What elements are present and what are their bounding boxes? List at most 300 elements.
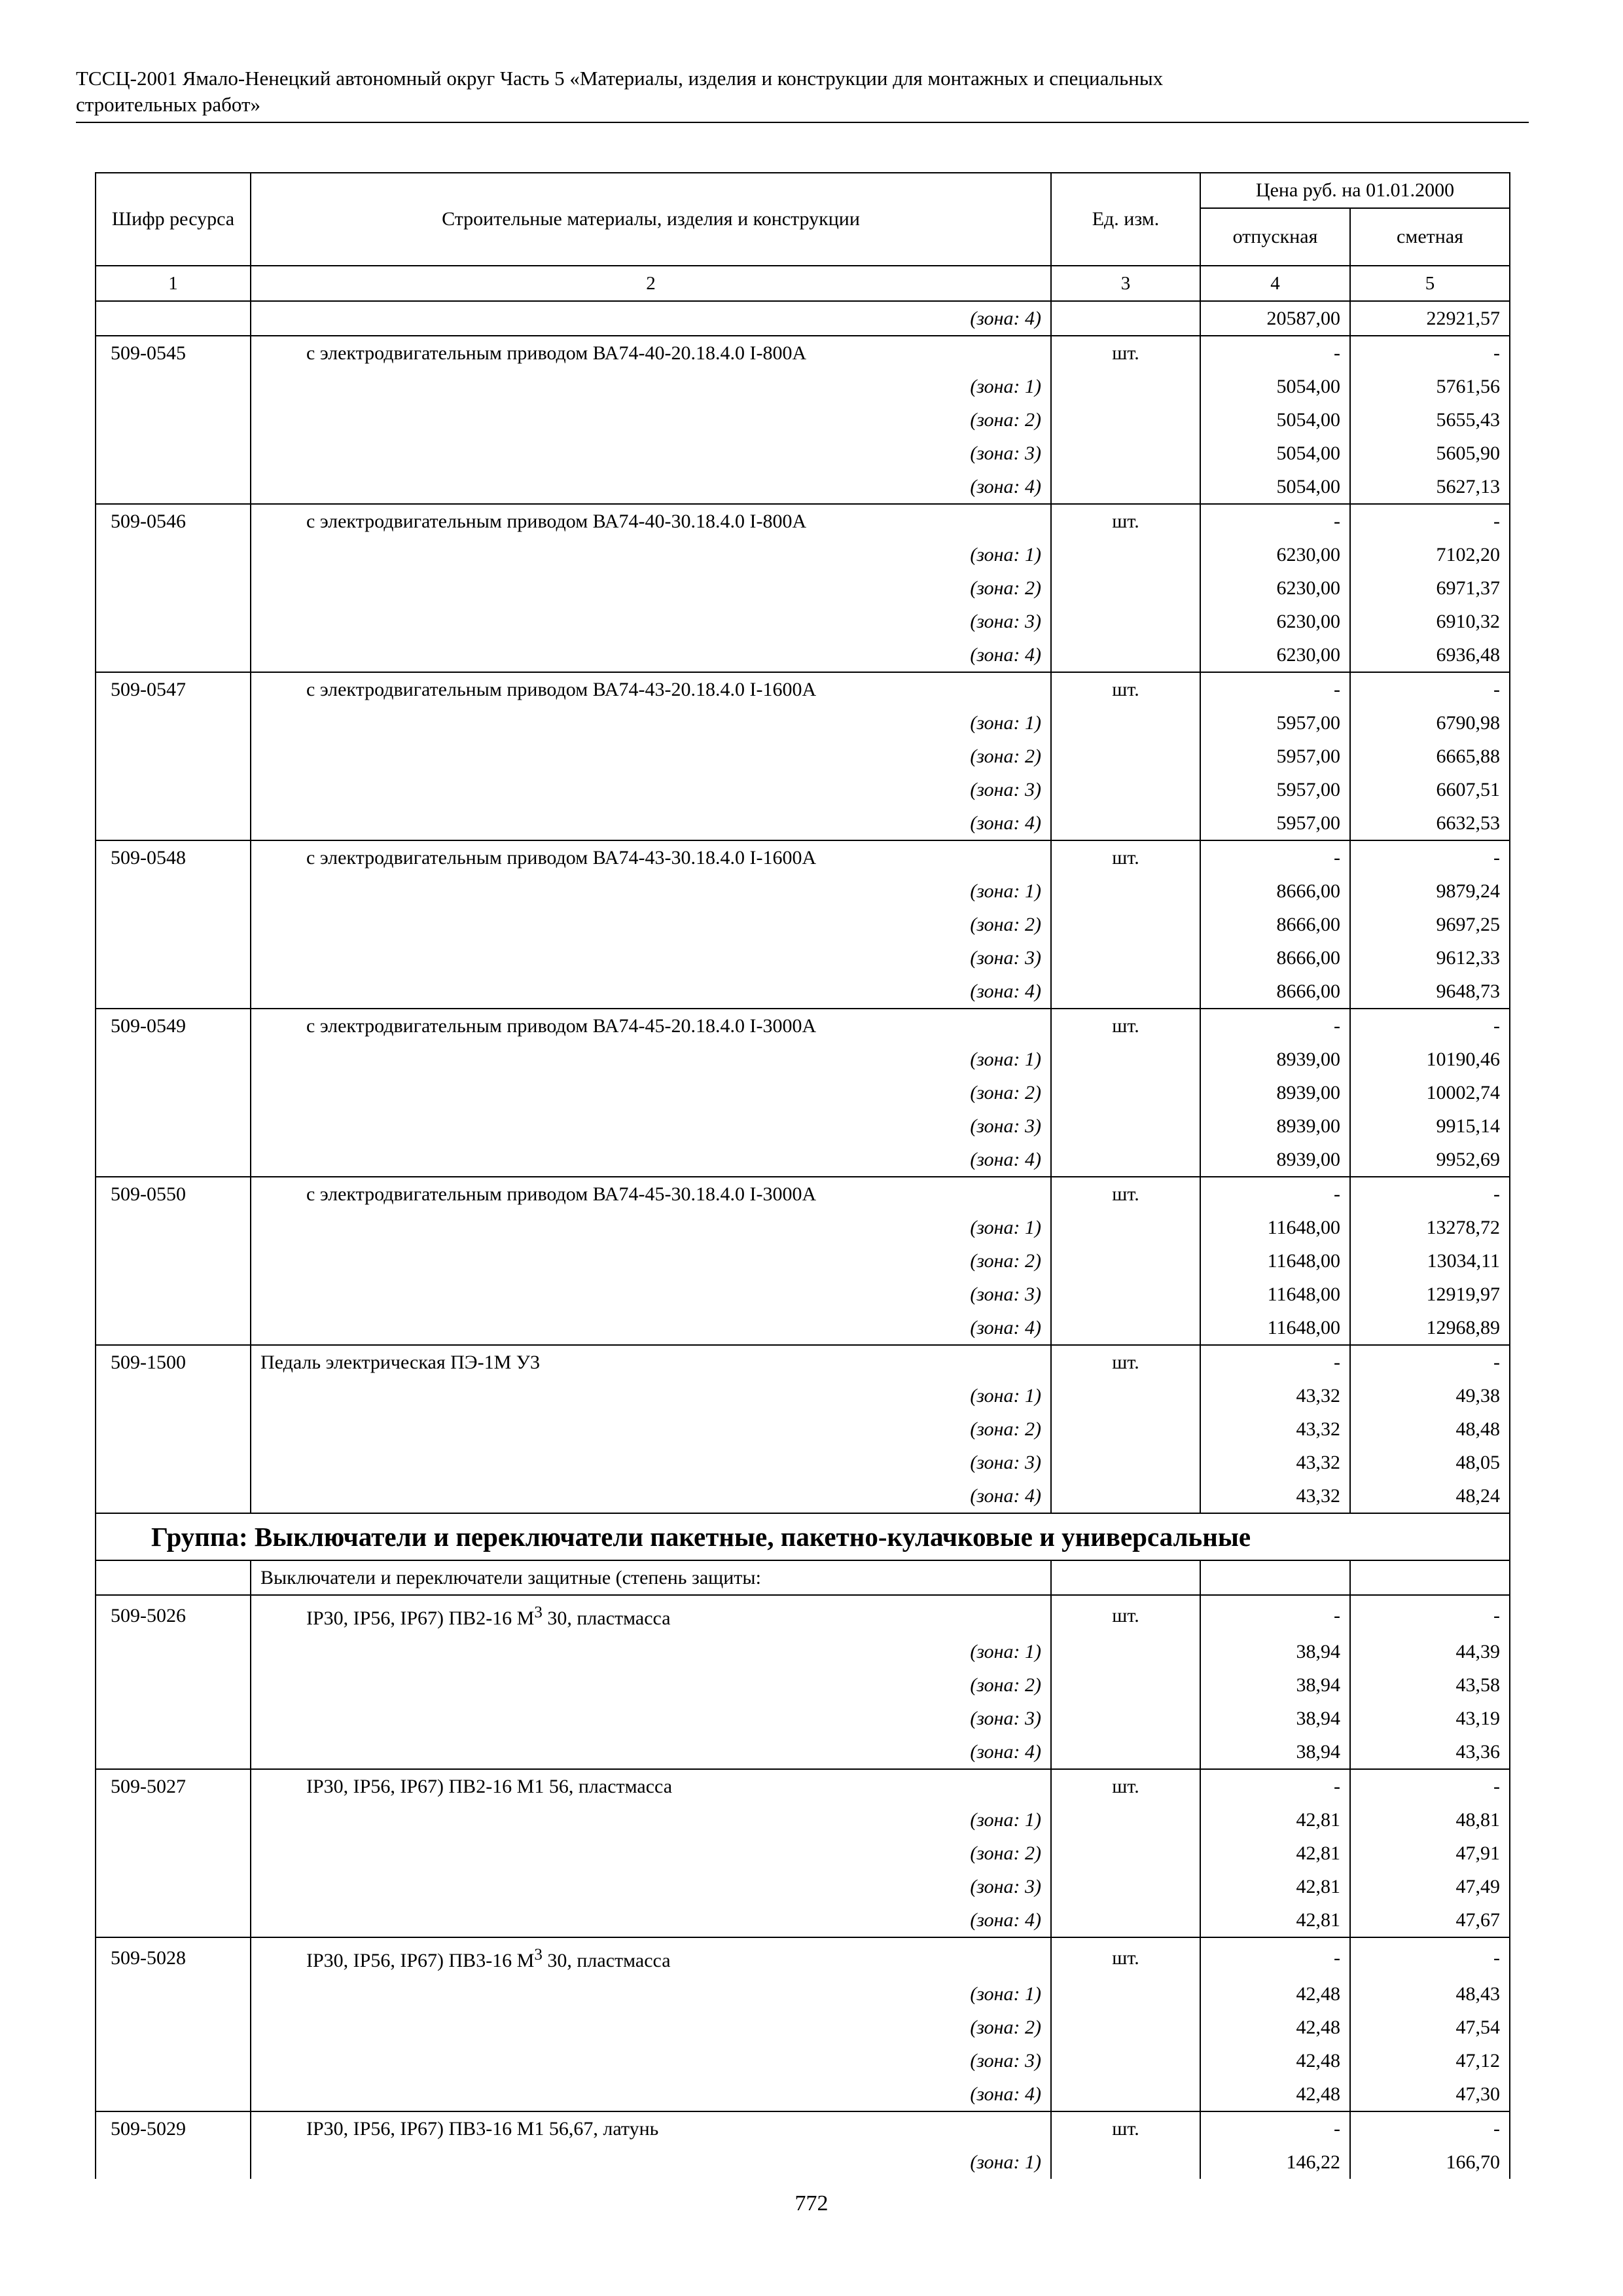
- release-price: 6230,00: [1200, 571, 1350, 605]
- zone-label: (зона: 3): [251, 1702, 1051, 1735]
- estimate-price: 6607,51: [1350, 773, 1510, 806]
- table-row: [96, 1177, 1510, 1211]
- release-price: -: [1200, 840, 1350, 874]
- release-price: 42,81: [1200, 1870, 1350, 1903]
- estimate-price: 13034,11: [1350, 1244, 1510, 1278]
- code-cell: [96, 1903, 251, 1937]
- estimate-price: 12968,89: [1350, 1311, 1510, 1345]
- release-price: -: [1200, 504, 1350, 538]
- release-price: -: [1200, 1769, 1350, 1803]
- estimate-price: 47,30: [1350, 2077, 1510, 2111]
- release-price: 11648,00: [1200, 1244, 1350, 1278]
- unit-cell: [1051, 1143, 1200, 1177]
- code-cell: [96, 1837, 251, 1870]
- unit-cell: [1051, 1635, 1200, 1668]
- unit-cell: [1051, 1446, 1200, 1479]
- release-price: 42,48: [1200, 1977, 1350, 2011]
- code-cell: [96, 740, 251, 773]
- header-line-2: строительных работ»: [76, 93, 261, 116]
- resource-code: 509-0549: [96, 1009, 251, 1043]
- zone-row: [96, 301, 1510, 336]
- estimate-price: -: [1350, 840, 1510, 874]
- col-header-name: Строительные материалы, изделия и конструкции: [251, 173, 1051, 266]
- release-price: 38,94: [1200, 1668, 1350, 1702]
- code-cell: [96, 773, 251, 806]
- zone-label: (зона: 1): [251, 874, 1051, 908]
- release-price: 8666,00: [1200, 941, 1350, 975]
- release-price: 5957,00: [1200, 806, 1350, 840]
- release-price: 43,32: [1200, 1446, 1350, 1479]
- col-header-estimate: сметная: [1350, 208, 1510, 266]
- release-price: 8939,00: [1200, 1143, 1350, 1177]
- unit-cell: [1051, 1244, 1200, 1278]
- zone-label: (зона: 3): [251, 941, 1051, 975]
- release-price: -: [1200, 1009, 1350, 1043]
- unit-cell: [1051, 2145, 1200, 2179]
- code-cell: [96, 806, 251, 840]
- release-price: 42,81: [1200, 1837, 1350, 1870]
- subgroup-row: [96, 1560, 1510, 1595]
- release-price: 5054,00: [1200, 370, 1350, 403]
- unit-cell: [1051, 1560, 1200, 1595]
- material-name: Педаль электрическая ПЭ-1М У3: [251, 1345, 1051, 1379]
- zone-label: (зона: 2): [251, 403, 1051, 437]
- estimate-price: [1350, 1560, 1510, 1595]
- code-cell: [96, 538, 251, 571]
- estimate-price: 6632,53: [1350, 806, 1510, 840]
- release-price: 42,48: [1200, 2011, 1350, 2044]
- col-header-price-group: Цена руб. на 01.01.2000: [1200, 173, 1510, 208]
- zone-label: (зона: 4): [251, 1479, 1051, 1513]
- code-cell: [96, 1977, 251, 2011]
- code-cell: [96, 706, 251, 740]
- release-price: 43,32: [1200, 1479, 1350, 1513]
- zone-label: (зона: 1): [251, 1977, 1051, 2011]
- zone-label: (зона: 1): [251, 1803, 1051, 1837]
- zone-label: (зона: 3): [251, 605, 1051, 638]
- zone-row: [96, 437, 1510, 470]
- zone-label: (зона: 1): [251, 1211, 1051, 1244]
- zone-label: (зона: 4): [251, 1735, 1051, 1769]
- zone-label: (зона: 4): [251, 2077, 1051, 2111]
- zone-row: [96, 1446, 1510, 1479]
- zone-label: (зона: 3): [251, 1446, 1051, 1479]
- zone-label: (зона: 2): [251, 740, 1051, 773]
- zone-row: [96, 2145, 1510, 2179]
- material-name: с электродвигательным приводом ВА74-43-20.18.4.0 I-1600А: [251, 672, 1051, 706]
- col-number: 1: [96, 266, 251, 301]
- release-price: 8666,00: [1200, 908, 1350, 941]
- code-cell: [96, 1379, 251, 1412]
- zone-row: [96, 1311, 1510, 1345]
- unit-cell: шт.: [1051, 2111, 1200, 2145]
- col-header-release: отпускная: [1200, 208, 1350, 266]
- release-price: 5957,00: [1200, 740, 1350, 773]
- code-cell: [96, 605, 251, 638]
- estimate-price: -: [1350, 1345, 1510, 1379]
- resource-code: 509-5027: [96, 1769, 251, 1803]
- col-number: 3: [1051, 266, 1200, 301]
- estimate-price: -: [1350, 672, 1510, 706]
- unit-cell: [1051, 1870, 1200, 1903]
- unit-cell: шт.: [1051, 1595, 1200, 1635]
- zone-label: (зона: 4): [251, 470, 1051, 504]
- release-price: -: [1200, 1937, 1350, 1977]
- estimate-price: 10002,74: [1350, 1076, 1510, 1109]
- estimate-price: 43,36: [1350, 1735, 1510, 1769]
- unit-cell: [1051, 908, 1200, 941]
- estimate-price: 44,39: [1350, 1635, 1510, 1668]
- zone-label: (зона: 2): [251, 1244, 1051, 1278]
- code-cell: [96, 437, 251, 470]
- unit-cell: [1051, 1043, 1200, 1076]
- zone-label: (зона: 3): [251, 773, 1051, 806]
- unit-cell: [1051, 1311, 1200, 1345]
- zone-label: (зона: 1): [251, 706, 1051, 740]
- unit-cell: [1051, 706, 1200, 740]
- unit-cell: шт.: [1051, 1177, 1200, 1211]
- subgroup-title: Выключатели и переключатели защитные (степень защиты:: [251, 1560, 1051, 1595]
- code-cell: [96, 1560, 251, 1595]
- zone-label: (зона: 4): [251, 806, 1051, 840]
- code-cell: [96, 1803, 251, 1837]
- code-cell: [96, 2145, 251, 2179]
- table-row: [96, 1009, 1510, 1043]
- unit-cell: [1051, 1702, 1200, 1735]
- zone-label: (зона: 2): [251, 908, 1051, 941]
- zone-label: (зона: 4): [251, 1311, 1051, 1345]
- estimate-price: 9879,24: [1350, 874, 1510, 908]
- release-price: [1200, 1560, 1350, 1595]
- material-name: с электродвигательным приводом ВА74-45-20.18.4.0 I-3000А: [251, 1009, 1051, 1043]
- unit-cell: шт.: [1051, 1009, 1200, 1043]
- resource-code: 509-5028: [96, 1937, 251, 1977]
- code-cell: [96, 941, 251, 975]
- estimate-price: 9952,69: [1350, 1143, 1510, 1177]
- estimate-price: 5655,43: [1350, 403, 1510, 437]
- code-cell: [96, 1635, 251, 1668]
- zone-label: (зона: 1): [251, 538, 1051, 571]
- unit-cell: [1051, 975, 1200, 1009]
- estimate-price: -: [1350, 1595, 1510, 1635]
- release-price: 8939,00: [1200, 1043, 1350, 1076]
- release-price: 8666,00: [1200, 874, 1350, 908]
- material-name: с электродвигательным приводом ВА74-45-30.18.4.0 I-3000А: [251, 1177, 1051, 1211]
- zone-row: [96, 941, 1510, 975]
- table-row: [96, 840, 1510, 874]
- table-body: [96, 301, 1510, 2179]
- code-cell: [96, 638, 251, 672]
- zone-row: [96, 370, 1510, 403]
- code-cell: [96, 1735, 251, 1769]
- zone-label: (зона: 2): [251, 1837, 1051, 1870]
- unit-cell: шт.: [1051, 504, 1200, 538]
- release-price: 6230,00: [1200, 638, 1350, 672]
- col-number: 5: [1350, 266, 1510, 301]
- group-title: Группа: Выключатели и переключатели пакетные, пакетно-кулачковые и универсальные: [96, 1513, 1510, 1560]
- group-header-row: [96, 1513, 1510, 1560]
- unit-cell: [1051, 806, 1200, 840]
- zone-row: [96, 1143, 1510, 1177]
- unit-cell: [1051, 370, 1200, 403]
- unit-cell: [1051, 1479, 1200, 1513]
- release-price: 43,32: [1200, 1412, 1350, 1446]
- zone-row: [96, 1278, 1510, 1311]
- zone-label: (зона: 4): [251, 638, 1051, 672]
- zone-row: [96, 874, 1510, 908]
- code-cell: [96, 470, 251, 504]
- resource-code: 509-0548: [96, 840, 251, 874]
- superscript: 3: [534, 1946, 543, 1964]
- estimate-price: 47,54: [1350, 2011, 1510, 2044]
- material-name: с электродвигательным приводом ВА74-43-30.18.4.0 I-1600А: [251, 840, 1051, 874]
- zone-label: (зона: 2): [251, 2011, 1051, 2044]
- unit-cell: [1051, 1379, 1200, 1412]
- zone-label: (зона: 3): [251, 2044, 1051, 2077]
- zone-label: (зона: 2): [251, 1412, 1051, 1446]
- zone-label: (зона: 3): [251, 1278, 1051, 1311]
- zone-row: [96, 1735, 1510, 1769]
- zone-row: [96, 1043, 1510, 1076]
- table-row: [96, 1595, 1510, 1635]
- release-price: 42,81: [1200, 1803, 1350, 1837]
- unit-cell: [1051, 538, 1200, 571]
- unit-cell: шт.: [1051, 1345, 1200, 1379]
- table-row: [96, 1937, 1510, 1977]
- unit-cell: [1051, 1903, 1200, 1937]
- release-price: -: [1200, 1177, 1350, 1211]
- release-price: 5054,00: [1200, 470, 1350, 504]
- estimate-price: 5627,13: [1350, 470, 1510, 504]
- release-price: -: [1200, 336, 1350, 370]
- estimate-price: 6790,98: [1350, 706, 1510, 740]
- release-price: 5054,00: [1200, 437, 1350, 470]
- estimate-price: -: [1350, 336, 1510, 370]
- release-price: 8939,00: [1200, 1076, 1350, 1109]
- estimate-price: -: [1350, 1769, 1510, 1803]
- unit-cell: [1051, 1668, 1200, 1702]
- unit-cell: [1051, 941, 1200, 975]
- release-price: 42,48: [1200, 2044, 1350, 2077]
- code-cell: [96, 1043, 251, 1076]
- code-cell: [96, 1278, 251, 1311]
- zone-label: (зона: 2): [251, 1668, 1051, 1702]
- release-price: 38,94: [1200, 1635, 1350, 1668]
- unit-cell: [1051, 1278, 1200, 1311]
- zone-label: (зона: 1): [251, 2145, 1051, 2179]
- zone-row: [96, 1379, 1510, 1412]
- zone-label: (зона: 4): [251, 1143, 1051, 1177]
- estimate-price: 5605,90: [1350, 437, 1510, 470]
- zone-row: [96, 1412, 1510, 1446]
- release-price: 5054,00: [1200, 403, 1350, 437]
- estimate-price: 48,48: [1350, 1412, 1510, 1446]
- estimate-price: -: [1350, 2111, 1510, 2145]
- zone-label: (зона: 4): [251, 301, 1051, 336]
- estimate-price: 47,12: [1350, 2044, 1510, 2077]
- estimate-price: 9697,25: [1350, 908, 1510, 941]
- col-header-code: Шифр ресурса: [96, 173, 251, 266]
- zone-label: (зона: 3): [251, 1109, 1051, 1143]
- unit-cell: [1051, 2011, 1200, 2044]
- zone-label: (зона: 1): [251, 370, 1051, 403]
- zone-label: (зона: 1): [251, 1043, 1051, 1076]
- estimate-price: 10190,46: [1350, 1043, 1510, 1076]
- resource-code: 509-1500: [96, 1345, 251, 1379]
- col-number: 4: [1200, 266, 1350, 301]
- estimate-price: 6936,48: [1350, 638, 1510, 672]
- zone-row: [96, 706, 1510, 740]
- release-price: -: [1200, 1595, 1350, 1635]
- unit-cell: [1051, 571, 1200, 605]
- resource-code: 509-5029: [96, 2111, 251, 2145]
- estimate-price: 12919,97: [1350, 1278, 1510, 1311]
- zone-row: [96, 1076, 1510, 1109]
- zone-row: [96, 975, 1510, 1009]
- release-price: -: [1200, 2111, 1350, 2145]
- unit-cell: [1051, 638, 1200, 672]
- zone-row: [96, 908, 1510, 941]
- code-cell: [96, 1446, 251, 1479]
- zone-label: (зона: 1): [251, 1379, 1051, 1412]
- zone-row: [96, 2044, 1510, 2077]
- code-cell: [96, 908, 251, 941]
- zone-row: [96, 571, 1510, 605]
- zone-row: [96, 1903, 1510, 1937]
- release-price: 6230,00: [1200, 605, 1350, 638]
- estimate-price: 47,67: [1350, 1903, 1510, 1937]
- material-name: IP30, IP56, IP67) ПВ2-16 $М^3$ 30, пластмасса: [251, 1595, 1051, 1635]
- unit-cell: [1051, 605, 1200, 638]
- header-line-1: ТССЦ-2001 Ямало-Ненецкий автономный округ Часть 5 «Материалы, изделия и конструкции для монтажных и специальных: [76, 67, 1164, 90]
- zone-label: (зона: 3): [251, 437, 1051, 470]
- zone-row: [96, 806, 1510, 840]
- material-name: IP30, IP56, IP67) ПВ2-16 М1 56, пластмасса: [251, 1769, 1051, 1803]
- estimate-price: 9648,73: [1350, 975, 1510, 1009]
- zone-row: [96, 2077, 1510, 2111]
- zone-row: [96, 538, 1510, 571]
- table-row: [96, 504, 1510, 538]
- release-price: 8666,00: [1200, 975, 1350, 1009]
- release-price: 11648,00: [1200, 1278, 1350, 1311]
- release-price: 8939,00: [1200, 1109, 1350, 1143]
- release-price: 42,48: [1200, 2077, 1350, 2111]
- zone-row: [96, 1977, 1510, 2011]
- material-name: с электродвигательным приводом ВА74-40-20.18.4.0 I-800А: [251, 336, 1051, 370]
- code-cell: [96, 1311, 251, 1345]
- estimate-price: 9915,14: [1350, 1109, 1510, 1143]
- table-row: [96, 672, 1510, 706]
- zone-row: [96, 2011, 1510, 2044]
- zone-label: (зона: 2): [251, 571, 1051, 605]
- unit-cell: [1051, 1109, 1200, 1143]
- estimate-price: -: [1350, 1177, 1510, 1211]
- estimate-price: -: [1350, 1009, 1510, 1043]
- code-cell: [96, 1109, 251, 1143]
- price-table: [95, 172, 1510, 2179]
- unit-cell: [1051, 403, 1200, 437]
- code-cell: [96, 370, 251, 403]
- release-price: 5957,00: [1200, 706, 1350, 740]
- estimate-price: 47,91: [1350, 1837, 1510, 1870]
- zone-row: [96, 1479, 1510, 1513]
- estimate-price: 48,24: [1350, 1479, 1510, 1513]
- zone-row: [96, 1702, 1510, 1735]
- zone-row: [96, 403, 1510, 437]
- code-cell: [96, 975, 251, 1009]
- zone-row: [96, 1244, 1510, 1278]
- release-price: 6230,00: [1200, 538, 1350, 571]
- zone-label: (зона: 4): [251, 975, 1051, 1009]
- release-price: -: [1200, 672, 1350, 706]
- zone-label: (зона: 4): [251, 1903, 1051, 1937]
- table-row: [96, 336, 1510, 370]
- code-cell: [96, 1076, 251, 1109]
- estimate-price: 48,05: [1350, 1446, 1510, 1479]
- release-price: 146,22: [1200, 2145, 1350, 2179]
- zone-row: [96, 1109, 1510, 1143]
- unit-cell: шт.: [1051, 672, 1200, 706]
- estimate-price: 48,81: [1350, 1803, 1510, 1837]
- code-cell: [96, 1668, 251, 1702]
- code-cell: [96, 1870, 251, 1903]
- unit-cell: [1051, 1803, 1200, 1837]
- unit-cell: шт.: [1051, 1769, 1200, 1803]
- material-name: IP30, IP56, IP67) ПВ3-16 М1 56,67, латунь: [251, 2111, 1051, 2145]
- code-cell: [96, 2077, 251, 2111]
- estimate-price: 49,38: [1350, 1379, 1510, 1412]
- zone-row: [96, 1211, 1510, 1244]
- unit-cell: [1051, 1977, 1200, 2011]
- resource-code: 509-0550: [96, 1177, 251, 1211]
- unit-cell: шт.: [1051, 1937, 1200, 1977]
- estimate-price: 7102,20: [1350, 538, 1510, 571]
- estimate-price: 22921,57: [1350, 301, 1510, 336]
- release-price: 38,94: [1200, 1735, 1350, 1769]
- release-price: 11648,00: [1200, 1211, 1350, 1244]
- unit-cell: шт.: [1051, 840, 1200, 874]
- estimate-price: 166,70: [1350, 2145, 1510, 2179]
- page-header: [76, 65, 1529, 118]
- estimate-price: 6971,37: [1350, 571, 1510, 605]
- zone-label: (зона: 3): [251, 1870, 1051, 1903]
- resource-code: 509-0547: [96, 672, 251, 706]
- zone-row: [96, 773, 1510, 806]
- zone-label: (зона: 2): [251, 1076, 1051, 1109]
- unit-cell: [1051, 1211, 1200, 1244]
- code-cell: [96, 1211, 251, 1244]
- estimate-price: 43,58: [1350, 1668, 1510, 1702]
- code-cell: [96, 301, 251, 336]
- zone-row: [96, 1870, 1510, 1903]
- code-cell: [96, 2011, 251, 2044]
- unit-cell: [1051, 874, 1200, 908]
- unit-cell: [1051, 1076, 1200, 1109]
- code-cell: [96, 1702, 251, 1735]
- code-cell: [96, 1244, 251, 1278]
- zone-row: [96, 1635, 1510, 1668]
- estimate-price: 6910,32: [1350, 605, 1510, 638]
- estimate-price: -: [1350, 1937, 1510, 1977]
- resource-code: 509-0545: [96, 336, 251, 370]
- estimate-price: 48,43: [1350, 1977, 1510, 2011]
- unit-cell: [1051, 740, 1200, 773]
- unit-cell: [1051, 1735, 1200, 1769]
- page-number: 772: [794, 2191, 829, 2215]
- resource-code: 509-5026: [96, 1595, 251, 1635]
- material-name: с электродвигательным приводом ВА74-40-30.18.4.0 I-800А: [251, 504, 1051, 538]
- material-name: IP30, IP56, IP67) ПВ3-16 $М^3$ 30, пластмасса: [251, 1937, 1051, 1977]
